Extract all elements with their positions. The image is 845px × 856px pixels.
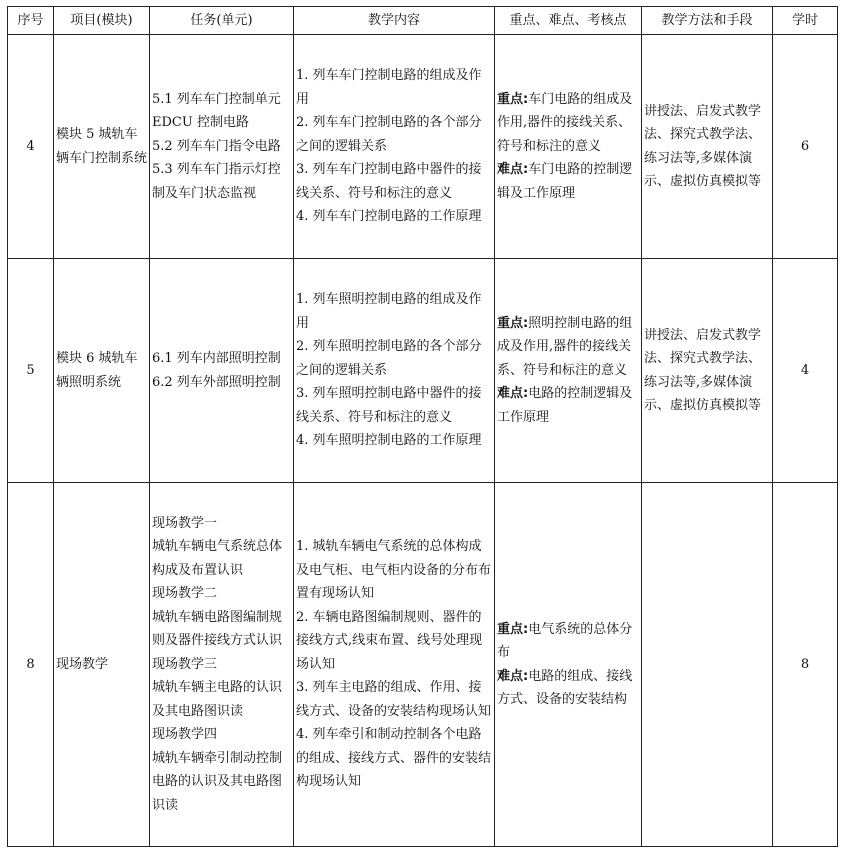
difficult-point-label: 难点: <box>497 162 529 178</box>
key-point-label: 重点: <box>497 91 529 107</box>
row-hours: 6 <box>773 35 838 259</box>
header-hours: 学时 <box>773 7 838 35</box>
row-module: 模块 6 城轨车辆照明系统 <box>54 259 150 483</box>
task-line: 现场教学三 <box>152 656 218 672</box>
content-line: 2. 列车照明控制电路的各个部分之间的逻辑关系 <box>296 339 482 378</box>
key-point-label: 重点: <box>497 621 529 637</box>
content-line: 2. 车辆电路图编制规则、器件的接线方式,线束布置、线号处理现场认知 <box>296 609 483 672</box>
content-line: 3. 列车照明控制电路中器件的接线关系、符号和标注的意义 <box>296 386 482 425</box>
row-method: 讲授法、启发式教学法、探究式教学法、练习法等,多媒体演示、虚拟仿真模拟等 <box>642 259 773 483</box>
key-point-text: 车门电路的组成及作用,器件的接线关系、符号和标注的意义 <box>497 91 633 154</box>
key-point <box>497 618 639 665</box>
header-method: 教学方法和手段 <box>642 7 773 35</box>
header-content: 教学内容 <box>294 7 495 35</box>
key-point-text: 照明控制电路的组成及作用,器件的接线关系、符号和标注的意义 <box>497 315 633 378</box>
task-line: 6.2 列车外部照明控制 <box>152 374 281 390</box>
task-line: 城轨车辆牵引制动控制电路的认识及其电路图识读 <box>152 750 283 813</box>
table-row <box>8 259 838 483</box>
key-point-label: 重点: <box>497 315 529 331</box>
row-seq: 4 <box>8 35 54 259</box>
row-focus <box>495 259 642 483</box>
content-line: 4. 列车照明控制电路的工作原理 <box>296 433 482 449</box>
row-hours: 4 <box>773 259 838 483</box>
task-line: 5.1 列车车门控制单元 EDCU 控制电路 <box>152 91 281 131</box>
difficult-point <box>497 158 639 205</box>
curriculum-sheet <box>7 6 837 847</box>
header-task: 任务(单元) <box>150 7 294 35</box>
row-focus <box>495 35 642 259</box>
task-line: 城轨车辆主电路的认识及其电路图识读 <box>152 680 283 719</box>
task-line: 现场教学二 <box>152 586 218 602</box>
task-line: 城轨车辆电路图编制规则及器件接线方式认识 <box>152 609 283 649</box>
difficult-point-text: 车门电路的控制逻辑及工作原理 <box>497 162 633 201</box>
difficult-point-label: 难点: <box>497 668 529 684</box>
task-line: 5.2 列车车门指令电路 <box>152 138 281 154</box>
content-line: 3. 列车车门控制电路中器件的接线关系、符号和标注的意义 <box>296 162 482 201</box>
header-module: 项目(模块) <box>54 7 150 35</box>
difficult-point-text: 电路的控制逻辑及工作原理 <box>497 386 633 425</box>
row-method <box>642 483 773 847</box>
task-line: 现场教学一 <box>152 515 218 531</box>
row-task <box>150 35 294 259</box>
difficult-point <box>497 382 639 429</box>
row-method: 讲授法、启发式教学法、探究式教学法、练习法等,多媒体演示、虚拟仿真模拟等 <box>642 35 773 259</box>
table-row <box>8 35 838 259</box>
key-point <box>497 312 639 383</box>
task-line: 5.3 列车车门指示灯控制及车门状态监视 <box>152 162 281 201</box>
key-point-text: 电气系统的总体分布 <box>497 621 633 660</box>
row-content <box>294 483 495 847</box>
content-line: 2. 列车车门控制电路的各个部分之间的逻辑关系 <box>296 115 482 154</box>
content-line: 3. 列车主电路的组成、作用、接线方式、设备的安装结构现场认知 <box>296 680 492 719</box>
task-line: 6.1 列车内部照明控制 <box>152 351 281 366</box>
content-line: 1. 城轨车辆电气系统的总体构成及电气柜、电气柜内设备的分布布置有现场认知 <box>296 539 492 602</box>
header-row <box>8 7 838 35</box>
row-hours: 8 <box>773 483 838 847</box>
row-task <box>150 483 294 847</box>
difficult-point-text: 电路的组成、接线方式、设备的安装结构 <box>497 668 633 707</box>
row-content <box>294 259 495 483</box>
difficult-point <box>497 665 639 712</box>
row-seq: 8 <box>8 483 54 847</box>
curriculum-table <box>7 6 838 847</box>
row-seq: 5 <box>8 259 54 483</box>
row-module: 模块 5 城轨车辆车门控制系统 <box>54 35 150 259</box>
content-line: 4. 列车牵引和制动控制各个电路的组成、接线方式、器件的安装结构现场认知 <box>296 727 492 790</box>
task-line: 城轨车辆电气系统总体构成及布置认识 <box>152 539 283 578</box>
key-point <box>497 88 639 159</box>
row-content <box>294 35 495 259</box>
row-task <box>150 259 294 483</box>
table-row <box>8 483 838 847</box>
header-seq: 序号 <box>8 7 54 35</box>
content-line: 4. 列车车门控制电路的工作原理 <box>296 209 482 225</box>
content-line: 1. 列车车门控制电路的组成及作用 <box>296 68 482 107</box>
header-focus: 重点、难点、考核点 <box>495 7 642 35</box>
row-focus <box>495 483 642 847</box>
difficult-point-label: 难点: <box>497 386 529 402</box>
row-module: 现场教学 <box>54 483 150 847</box>
content-line: 1. 列车照明控制电路的组成及作用 <box>296 292 482 331</box>
task-line: 现场教学四 <box>152 727 218 743</box>
